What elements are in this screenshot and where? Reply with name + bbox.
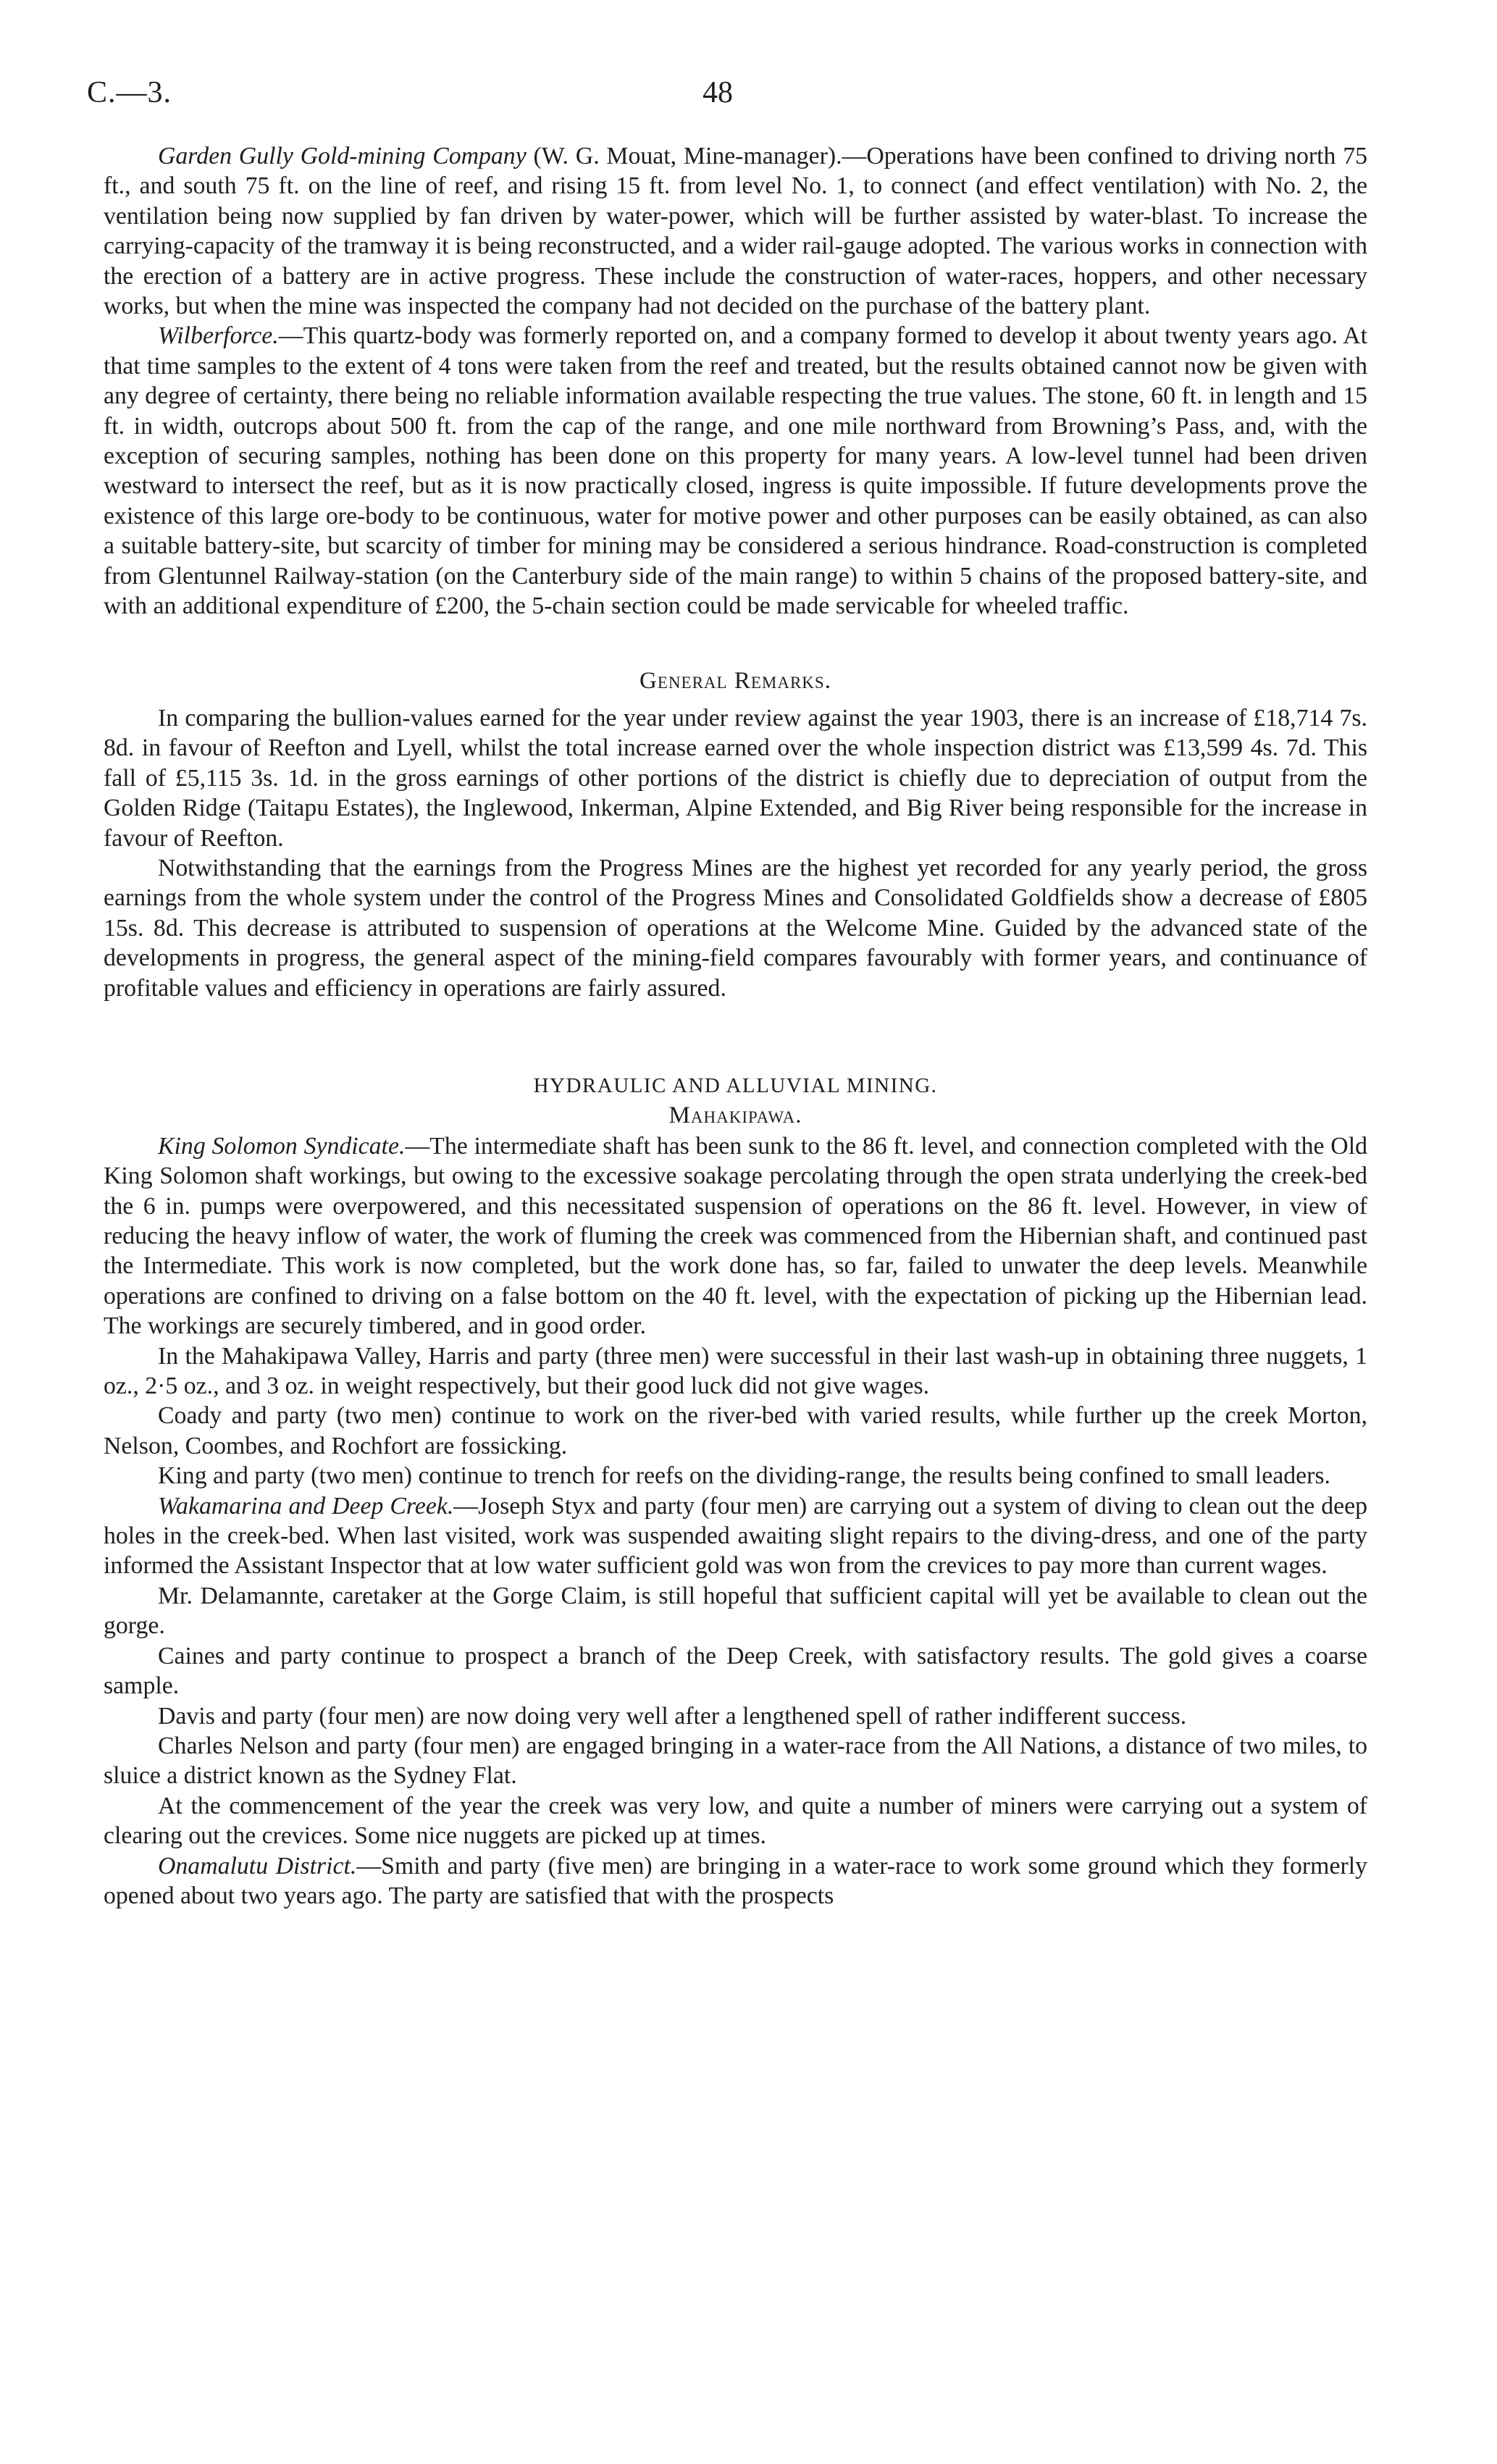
entry-title: Wilberforce. — [158, 322, 279, 350]
entry-title: King Solomon Syndicate. — [158, 1132, 406, 1160]
paragraph: King and party (two men) continue to trench for reefs on the dividing-range, the results being confined to small leaders. — [158, 1462, 1330, 1490]
page-number: 48 — [703, 76, 733, 109]
paragraph-king-solomon — [104, 1131, 1367, 1341]
paragraph: Coady and party (two men) continue to work on the river-bed with varied results, while further up the creek Morton, Nelson, Coombes, and Rochfort are fossicking. — [104, 1402, 1367, 1459]
entry-text: (W. G. Mouat, Mine-manager).—Operations have been confined to driving north 75 ft., and south 75 ft. on the line of reef, and rising 15 ft. from level No. 1, to connect (and effect ventilation) with No. 2, the ventilation being now supplied by fan driven by water-power, which will be further assisted by water-blast. To increase the carrying-capacity of the tramway it is being reconstructed, and a wider rail-gauge adopted. The various works in connection with the erection of a battery are in active progress. These include the construction of water-races, hoppers, and other necessary works, but when the mine was inspected the company had not decided on the purchase of the battery plant. — [104, 143, 1367, 320]
paragraph: Charles Nelson and party (four men) are engaged bringing in a water-race from the All Nations, a distance of two miles, to sluice a district known as the Sydney Flat. — [104, 1732, 1367, 1790]
entry-text: —The intermediate shaft has been sunk to the 86 ft. level, and connection completed with the Old King Solomon shaft workings, but owing to the excessive soakage percolating through the open strata underlying the creek-bed the 6 in. pumps were overpowered, and this necessitated suspension of operations on the 86 ft. level. However, in view of reducing the heavy inflow of water, the work of fluming the creek was commenced from the Hibernian shaft, and continued past the Intermediate. This work is now completed, but the work done has, so far, failed to unwater the deep levels. Meanwhile operations are confined to driving on a false bottom on the 40 ft. level, with the expectation of picking up the Hibernian lead. The workings are securely timbered, and in good order. — [104, 1132, 1367, 1340]
paragraph-wakamarina — [104, 1491, 1367, 1581]
paragraph: Caines and party continue to prospect a branch of the Deep Creek, with satisfactory results. The gold gives a coarse sample. — [104, 1642, 1367, 1700]
paragraph: In the Mahakipawa Valley, Harris and party (three men) were successful in their last wash-up in obtaining three nuggets, 1 oz., 2·5 oz., and 3 oz. in weight respectively, but their good luck did not give wages. — [104, 1342, 1367, 1400]
paragraph-garden-gully — [104, 141, 1367, 321]
paragraph: Mr. Delamannte, caretaker at the Gorge Claim, is still hopeful that sufficient capital will yet be available to clean out the gorge. — [104, 1582, 1367, 1640]
entry-text: —Smith and party (five men) are bringing in a water-race to work some ground which they formerly opened about two years ago. The party are satisfied that with the prospects — [104, 1852, 1367, 1909]
document-reference: C.—3. — [87, 76, 172, 109]
paragraph-wilberforce — [104, 321, 1367, 621]
section-heading-general-remarks: General Remarks. — [640, 667, 831, 694]
document-body — [104, 141, 1367, 1911]
paragraph: Notwithstanding that the earnings from the Progress Mines are the highest yet recorded for any yearly period, the gross earnings from the whole system under the control of the Progress Mines and Consolidated Goldfields show a decrease of £805 15s. 8d. This decrease is attributed to suspension of operations at the Welcome Mine. Guided by the advanced state of the developments in progress, the general aspect of the mining-field compares favourably with former years, and continuance of profitable values and efficiency in operations are fairly assured. — [104, 854, 1367, 1002]
paragraph: At the commencement of the year the creek was very low, and quite a number of miners were carrying out a system of clearing out the crevices. Some nice nuggets are picked up at times. — [104, 1792, 1367, 1850]
paragraph-onamalutu — [104, 1851, 1367, 1911]
subsection-heading-mahakipawa: Mahakipawa. — [668, 1102, 802, 1129]
paragraph: In comparing the bullion-values earned for the year under review against the year 1903, there is an increase of £18,714 7s. 8d. in favour of Reefton and Lyell, whilst the total increase earned over the whole inspection district was £13,599 4s. 7d. This fall of £5,115 3s. 1d. in the gross earnings of other portions of the district is chiefly due to depreciation of output from the Golden Ridge (Taitapu Estates), the Inglewood, Inkerman, Alpine Extended, and Big River being responsible for the increase in favour of Reefton. — [104, 704, 1367, 852]
paragraph: Davis and party (four men) are now doing very well after a lengthened spell of rather indifferent success. — [158, 1702, 1187, 1730]
entry-title: Onamalutu District. — [158, 1852, 357, 1880]
entry-title: Garden Gully Gold-mining Company — [158, 143, 527, 169]
section-heading-hydraulic: HYDRAULIC AND ALLUVIAL MINING. — [533, 1073, 938, 1097]
entry-text: —This quartz-body was formerly reported on, and a company formed to develop it about twenty years ago. At that time samples to the extent of 4 tons were taken from the reef and treated, but the results obtained cannot now be given with any degree of certainty, there being no reliable information available respecting the true values. The stone, 60 ft. in length and 15 ft. in width, outcrops about 500 ft. from the cap of the range, and one mile northward from Browning’s Pass, and, with the exception of securing samples, nothing has been done on this property for many years. A low-level tunnel had been driven westward to intersect the reef, but as it is now practically closed, ingress is quite impossible. If future developments prove the existence of this large ore-body to be continuous, water for motive power and other purposes can be easily obtained, as can also a suitable battery-site, but scarcity of timber for mining may be considered a serious hindrance. Road-construction is completed from Glentunnel Railway-station (on the Canterbury side of the main range) to within 5 chains of the proposed battery-site, and with an additional expenditure of £200, the 5-chain section could be made servicable for wheeled traffic. — [104, 322, 1367, 620]
page-header — [87, 75, 1410, 119]
entry-title: Wakamarina and Deep Creek. — [158, 1492, 454, 1520]
entry-text: —Joseph Styx and party (four men) are carrying out a system of diving to clean out the deep holes in the creek-bed. When last visited, work was suspended awaiting slight repairs to the diving-dress, and one of the party informed the Assistant Inspector that at low water sufficient gold was won from the crevices to pay more than current wages. — [104, 1492, 1367, 1580]
